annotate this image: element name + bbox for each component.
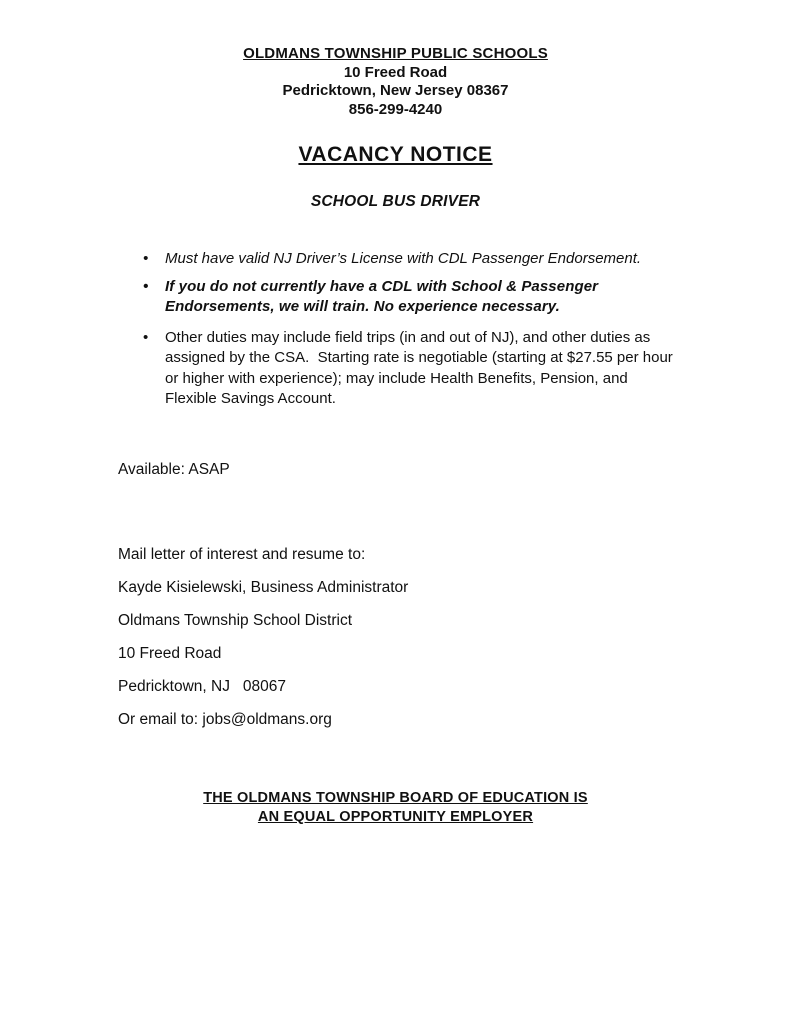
contact-district: Oldmans Township School District [118, 611, 353, 629]
requirements-list [118, 249, 681, 410]
contact-city-state-zip: Pedricktown, NJ 08067 [118, 677, 287, 695]
letterhead [0, 0, 791, 119]
phone-number: 856-299-4240 [348, 100, 443, 118]
contact-email-line: Or email to: jobs@oldmans.org [118, 710, 332, 728]
address-line-2: Pedricktown, New Jersey 08367 [282, 82, 509, 99]
list-item: • Must have valid NJ Driver’s License with CDL Passenger Endorsement. [118, 249, 681, 270]
list-item: • Other duties may include field trips (in and out of NJ), and other duties as assigned by the CSA. Starting rate is negotiable (starting at $27.55 per hour or higher with experience); may include Health Benefits, Pension, and Flexible Savings Account. [118, 328, 681, 410]
position-title: SCHOOL BUS DRIVER [310, 193, 481, 210]
eeo-footer-line-1: THE OLDMANS TOWNSHIP BOARD OF EDUCATION IS [203, 789, 588, 806]
contact-name: Kayde Kisielewski, Business Administrator [118, 578, 409, 596]
contact-street: 10 Freed Road [118, 644, 222, 662]
school-name: OLDMANS TOWNSHIP PUBLIC SCHOOLS [243, 45, 548, 62]
list-item: • If you do not currently have a CDL with School & Passenger Endorsements, we will train. No experience necessary. [118, 277, 681, 318]
address-line-1: 10 Freed Road [343, 63, 448, 81]
eeo-footer-line-2: AN EQUAL OPPORTUNITY EMPLOYER [257, 808, 534, 825]
availability-line: Available: ASAP [118, 460, 230, 478]
document-title: VACANCY NOTICE [298, 143, 493, 166]
contact-intro: Mail letter of interest and resume to: [118, 545, 366, 563]
eeo-footer [0, 789, 791, 827]
